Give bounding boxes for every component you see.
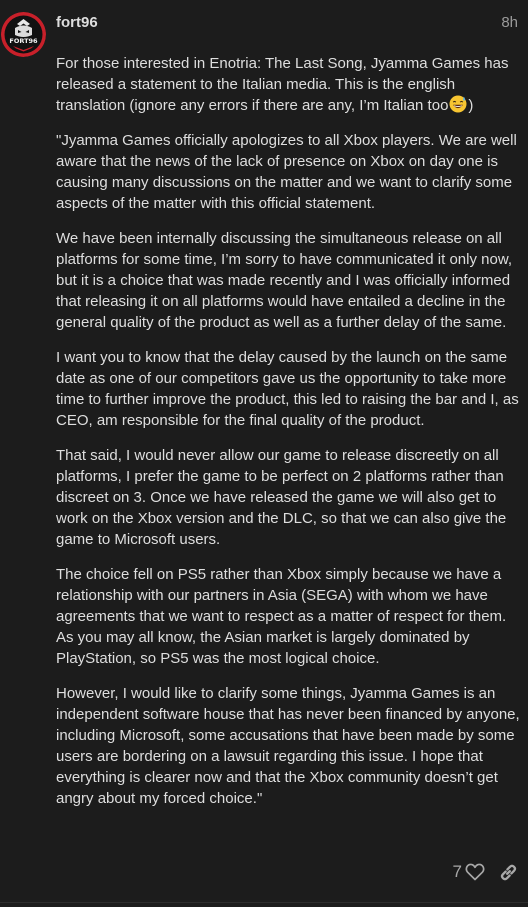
- like-count: 7: [452, 862, 462, 881]
- post-paragraph: I want you to know that the delay caused by the launch on the same date as one of our competitors gave us the opportunity to take more time to further improve the product, this led to raising the bar and I, as CEO, am responsible for the final quality of the product.: [56, 349, 519, 429]
- post-body: [56, 53, 521, 823]
- paragraph-tail: ): [468, 97, 474, 114]
- like-button[interactable]: [453, 862, 485, 882]
- link-icon[interactable]: [499, 863, 518, 882]
- avatar-label: FORT96: [9, 37, 38, 45]
- post-divider: [0, 902, 528, 903]
- heart-outline-icon[interactable]: [465, 863, 485, 881]
- post-date[interactable]: 8h: [501, 14, 518, 31]
- post-paragraph: However, I would like to clarify some things, Jyamma Games is an independent software house that has never been financed by anyone, including Microsoft, some accusations that have been made by some users are bordering on a lawsuit regarding this issue. I hope that everything is clearer now and that the Xbox community doesn’t get angry about my forced choice.": [56, 685, 520, 807]
- post-paragraph: That said, I would never allow our game to release discreetly on all platforms, I prefer the game to be perfect on 2 platforms rather than discreet on 3. Once we have released the game we will also get to work on the Xbox version and the DLC, so that we can also give the game to Microsoft users.: [56, 447, 507, 548]
- post-paragraph: We have been internally discussing the simultaneous release on all platforms for some time, I’m sorry to have communicated it only now, but it is a choice that was made recently and I was officially informed that releasing it on all platforms would have entailed a decline in the general quality of the product as well as a further delay of the same.: [56, 230, 512, 331]
- post-actions: [453, 861, 518, 883]
- username[interactable]: fort96: [56, 14, 98, 31]
- grinning-sweat-emoji-icon: [449, 95, 467, 113]
- avatar[interactable]: [1, 12, 46, 57]
- post-paragraph: [56, 53, 521, 116]
- post-paragraph: The choice fell on PS5 rather than Xbox simply because we have a relationship with our partners in Asia (SEGA) with whom we have agreements that we want to respect as a matter of respect for them. As you may all know, the Asian market is largely dominated by PlayStation, so PS5 was the most logical choice.: [56, 566, 507, 667]
- post-paragraph: "Jyamma Games officially apologizes to all Xbox players. We are well aware that the news of the lack of presence on Xbox on day one is causing many discussions on the matter and we want to clarify some aspects of the matter with this official statement.: [56, 132, 517, 212]
- post-paragraph-text: For those interested in Enotria: The Last Song, Jyamma Games has released a statement to the Italian media. This is the english translation (ignore any errors if there are any, I’m Italian too: [56, 55, 509, 114]
